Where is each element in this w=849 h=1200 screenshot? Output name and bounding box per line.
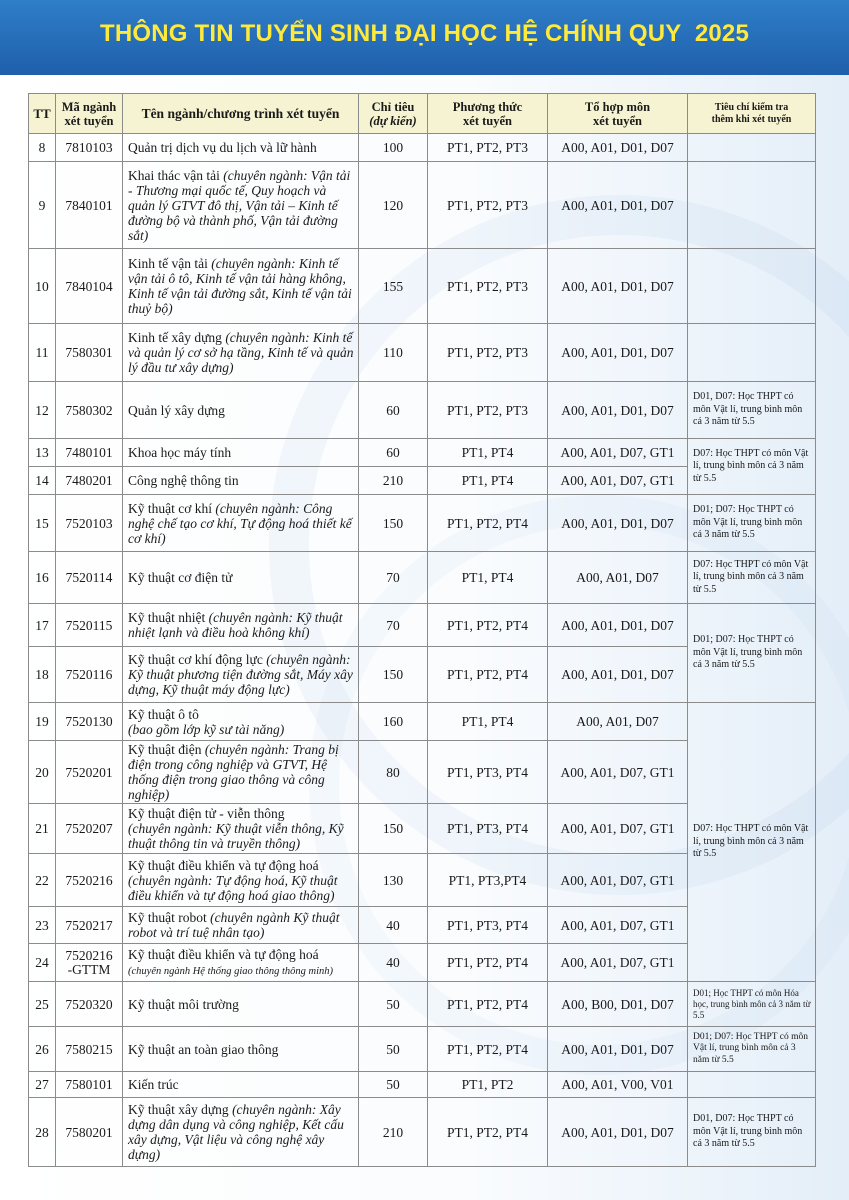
cell-criteria [688, 134, 816, 162]
cell-method: PT1, PT3,PT4 [428, 854, 548, 907]
table-row [29, 249, 816, 324]
cell-code: 7840104 [56, 249, 123, 324]
title-banner [0, 0, 849, 75]
cell-combo: A00, A01, D01, D07 [548, 647, 688, 703]
cell-tt: 12 [29, 382, 56, 439]
cell-code: 7580301 [56, 324, 123, 382]
cell-criteria: D07: Học THPT có môn Vật lí, trung bình môn cả 3 năm từ 5.5 [688, 439, 816, 495]
table-row [29, 1072, 816, 1098]
cell-method: PT1, PT2, PT4 [428, 944, 548, 982]
cell-criteria: D01; D07: Học THPT có môn Vật lí, trung bình môn cả 3 năm từ 5.5 [688, 495, 816, 552]
cell-quota: 60 [359, 382, 428, 439]
cell-combo: A00, A01, D01, D07 [548, 249, 688, 324]
cell-tt: 21 [29, 804, 56, 854]
cell-combo: A00, A01, D01, D07 [548, 382, 688, 439]
table-row [29, 552, 816, 604]
cell-combo: A00, A01, D01, D07 [548, 604, 688, 647]
cell-name: Kỹ thuật robot (chuyên ngành Kỹ thuật robot và trí tuệ nhân tạo) [123, 907, 359, 944]
cell-combo: A00, A01, D07, GT1 [548, 439, 688, 467]
cell-method: PT1, PT2, PT4 [428, 1027, 548, 1072]
cell-code: 7520216 [56, 854, 123, 907]
cell-name: Khai thác vận tải (chuyên ngành: Vận tải - Thương mại quốc tế, Quy hoạch và quản lý GTVT đô thị, Vận tải – Kinh tế đường bộ và thành phố, Vận tải đường sắt) [123, 162, 359, 249]
cell-name: Kỹ thuật điều khiển và tự động hoá (chuyên ngành: Tự động hoá, Kỹ thuật điều khiển và tự động hoá giao thông) [123, 854, 359, 907]
cell-quota: 100 [359, 134, 428, 162]
cell-code: 7580302 [56, 382, 123, 439]
table-row [29, 382, 816, 439]
cell-name: Kỹ thuật cơ khí động lực (chuyên ngành: Kỹ thuật phương tiện đường sắt, Máy xây dựng, Kỹ thuật máy động lực) [123, 647, 359, 703]
cell-method: PT1, PT4 [428, 467, 548, 495]
cell-code: 7520207 [56, 804, 123, 854]
cell-tt: 20 [29, 741, 56, 804]
cell-name: Kỹ thuật ô tô (bao gồm lớp kỹ sư tài năng) [123, 703, 359, 741]
cell-name: Kinh tế vận tải (chuyên ngành: Kinh tế vận tải ô tô, Kinh tế vận tải hàng không, Kinh tế vận tải đường sắt, Kinh tế vận tải thuỷ bộ) [123, 249, 359, 324]
cell-combo: A00, A01, D07, GT1 [548, 467, 688, 495]
cell-quota: 70 [359, 604, 428, 647]
cell-quota: 155 [359, 249, 428, 324]
cell-quota: 110 [359, 324, 428, 382]
cell-criteria: D07: Học THPT có môn Vật lí, trung bình môn cả 3 năm từ 5.5 [688, 703, 816, 982]
cell-name: Kỹ thuật cơ điện tử [123, 552, 359, 604]
cell-combo: A00, A01, D07, GT1 [548, 854, 688, 907]
cell-quota: 150 [359, 804, 428, 854]
cell-code: 7480101 [56, 439, 123, 467]
table-row [29, 604, 816, 647]
cell-code: 7810103 [56, 134, 123, 162]
cell-method: PT1, PT4 [428, 703, 548, 741]
cell-name: Kỹ thuật nhiệt (chuyên ngành: Kỹ thuật nhiệt lạnh và điều hoà không khí) [123, 604, 359, 647]
cell-code: 7580215 [56, 1027, 123, 1072]
cell-quota: 210 [359, 1098, 428, 1167]
cell-method: PT1, PT2, PT4 [428, 495, 548, 552]
cell-method: PT1, PT2, PT4 [428, 1098, 548, 1167]
cell-quota: 150 [359, 495, 428, 552]
cell-name: Kỹ thuật điều khiển và tự động hoá (chuyên ngành Hệ thống giao thông thông minh) [123, 944, 359, 982]
cell-quota: 40 [359, 944, 428, 982]
cell-code: 7520116 [56, 647, 123, 703]
cell-name: Kinh tế xây dựng (chuyên ngành: Kinh tế và quản lý cơ sở hạ tầng, Kinh tế và quản lý đầu tư xây dựng) [123, 324, 359, 382]
cell-name: Kiến trúc [123, 1072, 359, 1098]
cell-name: Kỹ thuật điện tử - viễn thông (chuyên ngành: Kỹ thuật viễn thông, Kỹ thuật thông tin và truyền thông) [123, 804, 359, 854]
cell-name: Công nghệ thông tin [123, 467, 359, 495]
cell-tt: 8 [29, 134, 56, 162]
cell-tt: 25 [29, 982, 56, 1027]
cell-quota: 60 [359, 439, 428, 467]
cell-name: Khoa học máy tính [123, 439, 359, 467]
cell-tt: 10 [29, 249, 56, 324]
cell-tt: 27 [29, 1072, 56, 1098]
cell-criteria [688, 324, 816, 382]
cell-criteria: D01, D07: Học THPT có môn Vật lí, trung bình môn cả 3 năm từ 5.5 [688, 1098, 816, 1167]
cell-quota: 70 [359, 552, 428, 604]
header-code: Mã ngành xét tuyển [56, 94, 123, 134]
cell-combo: A00, A01, D07 [548, 552, 688, 604]
cell-tt: 23 [29, 907, 56, 944]
cell-name: Kỹ thuật cơ khí (chuyên ngành: Công nghệ chế tạo cơ khí, Tự động hoá thiết kế cơ khí) [123, 495, 359, 552]
cell-combo: A00, A01, V00, V01 [548, 1072, 688, 1098]
cell-code: 7520201 [56, 741, 123, 804]
cell-name: Kỹ thuật xây dựng (chuyên ngành: Xây dựng dân dụng và công nghiệp, Kết cấu xây dựng, Vật liệu và công nghệ xây dựng) [123, 1098, 359, 1167]
cell-quota: 160 [359, 703, 428, 741]
cell-method: PT1, PT3, PT4 [428, 741, 548, 804]
cell-tt: 26 [29, 1027, 56, 1072]
table-row [29, 134, 816, 162]
header-combo: Tổ hợp môn xét tuyển [548, 94, 688, 134]
cell-tt: 17 [29, 604, 56, 647]
cell-criteria [688, 162, 816, 249]
cell-method: PT1, PT2 [428, 1072, 548, 1098]
cell-criteria [688, 249, 816, 324]
table-row [29, 439, 816, 467]
cell-combo: A00, A01, D01, D07 [548, 1098, 688, 1167]
cell-tt: 19 [29, 703, 56, 741]
cell-method: PT1, PT2, PT4 [428, 604, 548, 647]
cell-combo: A00, A01, D01, D07 [548, 134, 688, 162]
cell-code: 7840101 [56, 162, 123, 249]
cell-criteria: D07: Học THPT có môn Vật lí, trung bình môn cả 3 năm từ 5.5 [688, 552, 816, 604]
cell-combo: A00, A01, D07, GT1 [548, 944, 688, 982]
header-tt: TT [29, 94, 56, 134]
cell-quota: 130 [359, 854, 428, 907]
cell-code: 7520114 [56, 552, 123, 604]
cell-code: 7580101 [56, 1072, 123, 1098]
table-row [29, 703, 816, 741]
cell-code: 7480201 [56, 467, 123, 495]
table-row [29, 1098, 816, 1167]
cell-quota: 80 [359, 741, 428, 804]
cell-combo: A00, A01, D01, D07 [548, 495, 688, 552]
cell-quota: 150 [359, 647, 428, 703]
cell-method: PT1, PT4 [428, 439, 548, 467]
cell-combo: A00, A01, D07 [548, 703, 688, 741]
cell-tt: 9 [29, 162, 56, 249]
table-header-row [29, 94, 816, 134]
cell-name: Quản lý xây dựng [123, 382, 359, 439]
cell-quota: 210 [359, 467, 428, 495]
cell-combo: A00, A01, D01, D07 [548, 324, 688, 382]
table-row [29, 1027, 816, 1072]
cell-criteria: D01, D07: Học THPT có môn Vật lí, trung bình môn cả 3 năm từ 5.5 [688, 382, 816, 439]
cell-method: PT1, PT2, PT3 [428, 324, 548, 382]
cell-quota: 40 [359, 907, 428, 944]
cell-criteria [688, 1072, 816, 1098]
cell-tt: 13 [29, 439, 56, 467]
cell-code: 7580201 [56, 1098, 123, 1167]
cell-method: PT1, PT2, PT3 [428, 134, 548, 162]
header-criteria: Tiêu chí kiểm tra thêm khi xét tuyển [688, 94, 816, 134]
cell-tt: 15 [29, 495, 56, 552]
cell-tt: 28 [29, 1098, 56, 1167]
table-row [29, 324, 816, 382]
table-row [29, 162, 816, 249]
cell-method: PT1, PT3, PT4 [428, 907, 548, 944]
cell-combo: A00, A01, D01, D07 [548, 1027, 688, 1072]
cell-code: 7520115 [56, 604, 123, 647]
header-name: Tên ngành/chương trình xét tuyển [123, 94, 359, 134]
cell-method: PT1, PT2, PT4 [428, 982, 548, 1027]
cell-name: Kỹ thuật môi trường [123, 982, 359, 1027]
cell-tt: 18 [29, 647, 56, 703]
cell-criteria: D01; D07: Học THPT có môn Vật lí, trung bình môn cả 3 năm từ 5.5 [688, 1027, 816, 1072]
cell-code: 7520103 [56, 495, 123, 552]
cell-method: PT1, PT2, PT4 [428, 647, 548, 703]
table-row [29, 982, 816, 1027]
cell-combo: A00, A01, D07, GT1 [548, 907, 688, 944]
cell-code: 7520217 [56, 907, 123, 944]
header-quota: Chỉ tiêu (dự kiến) [359, 94, 428, 134]
cell-method: PT1, PT4 [428, 552, 548, 604]
cell-code: 7520130 [56, 703, 123, 741]
cell-method: PT1, PT3, PT4 [428, 804, 548, 854]
cell-quota: 120 [359, 162, 428, 249]
cell-quota: 50 [359, 1027, 428, 1072]
cell-criteria: D01; D07: Học THPT có môn Vật lí, trung bình môn cả 3 năm từ 5.5 [688, 604, 816, 703]
cell-criteria: D01; Học THPT có môn Hóa học, trung bình môn cả 3 năm từ 5.5 [688, 982, 816, 1027]
page-title: THÔNG TIN TUYỂN SINH ĐẠI HỌC HỆ CHÍNH QUY 2025 [99, 20, 750, 47]
cell-method: PT1, PT2, PT3 [428, 249, 548, 324]
header-method: Phương thức xét tuyển [428, 94, 548, 134]
cell-combo: A00, B00, D01, D07 [548, 982, 688, 1027]
cell-tt: 11 [29, 324, 56, 382]
cell-tt: 22 [29, 854, 56, 907]
cell-tt: 14 [29, 467, 56, 495]
cell-method: PT1, PT2, PT3 [428, 382, 548, 439]
cell-quota: 50 [359, 1072, 428, 1098]
cell-code: 7520216 -GTTM [56, 944, 123, 982]
cell-name: Kỹ thuật điện (chuyên ngành: Trang bị điện trong công nghiệp và GTVT, Hệ thống điện trong giao thông và công nghiệp) [123, 741, 359, 804]
cell-combo: A00, A01, D07, GT1 [548, 741, 688, 804]
cell-name: Quản trị dịch vụ du lịch và lữ hành [123, 134, 359, 162]
table-row [29, 495, 816, 552]
cell-name: Kỹ thuật an toàn giao thông [123, 1027, 359, 1072]
cell-combo: A00, A01, D01, D07 [548, 162, 688, 249]
cell-quota: 50 [359, 982, 428, 1027]
cell-code: 7520320 [56, 982, 123, 1027]
cell-tt: 16 [29, 552, 56, 604]
cell-combo: A00, A01, D07, GT1 [548, 804, 688, 854]
admission-table [28, 93, 816, 1167]
cell-tt: 24 [29, 944, 56, 982]
cell-method: PT1, PT2, PT3 [428, 162, 548, 249]
